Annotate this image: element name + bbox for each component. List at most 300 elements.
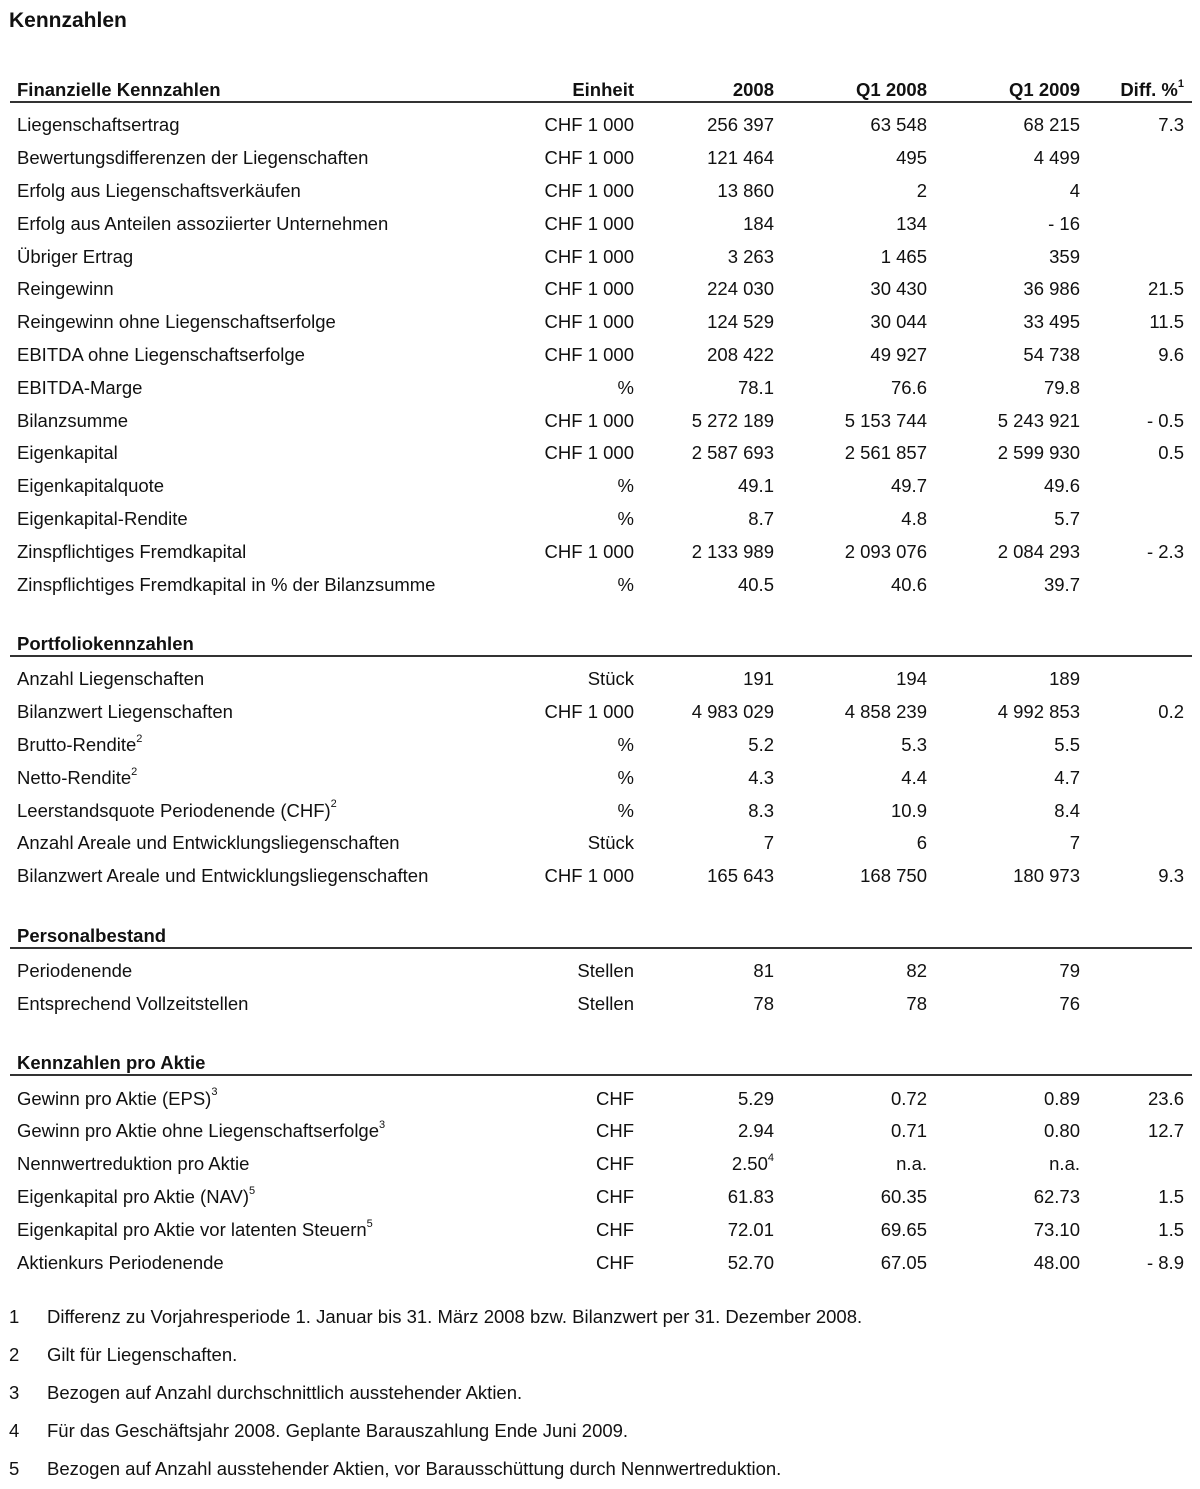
- row-unit: CHF 1 000: [544, 114, 634, 136]
- footnote-marker: 2: [136, 732, 143, 745]
- section-title: Personalbestand: [10, 912, 510, 948]
- value-diff: [1088, 371, 1192, 404]
- footnote-number: 3: [9, 1382, 20, 1403]
- value-2008: [642, 240, 782, 273]
- row-unit: CHF 1 000: [544, 245, 634, 267]
- value-q1-2009: 5.5: [1054, 733, 1080, 755]
- column-header-diff-text: Diff. %: [1120, 79, 1178, 100]
- table-row: [10, 1082, 1192, 1115]
- row-unit: %: [617, 507, 634, 529]
- value-diff: 9.3: [1158, 865, 1184, 887]
- row-label-text: Erfolg aus Liegenschaftsverkäufen: [17, 179, 301, 201]
- row-label-text: Anzahl Liegenschaften: [17, 668, 205, 690]
- value-2008-text: 4 983 029: [691, 701, 774, 723]
- footnote-text: Bezogen auf Anzahl durchschnittlich ausstehender Aktien.: [47, 1382, 523, 1403]
- value-diff: 1.5: [1158, 1185, 1184, 1207]
- value-q1-2009: 48.00: [1033, 1251, 1080, 1273]
- row-unit: CHF: [595, 1120, 634, 1142]
- value-2008-text: 224 030: [707, 278, 774, 300]
- value-2008: [642, 568, 782, 601]
- row-label: [10, 987, 510, 1020]
- section-title: Kennzahlen pro Aktie: [10, 1039, 510, 1075]
- footnote-text: Gilt für Liegenschaften.: [47, 1344, 238, 1365]
- column-header-2008: 2008: [642, 66, 782, 102]
- row-unit: %: [617, 766, 634, 788]
- value-diff: 0.5: [1158, 442, 1184, 464]
- section-header-empty: [782, 1039, 935, 1075]
- value-2008-text: 78: [753, 992, 774, 1014]
- row-label: [10, 568, 510, 601]
- value-2008-text: 8.3: [748, 799, 774, 821]
- column-header-q1-2009: Q1 2009: [935, 66, 1088, 102]
- value-q1-2008: 4.4: [901, 766, 927, 788]
- value-2008: [642, 827, 782, 860]
- section-gap: [10, 1020, 1192, 1039]
- value-2008-text: 5.2: [748, 733, 774, 755]
- section-header-empty: [782, 620, 935, 656]
- table-row: [10, 109, 1192, 142]
- value-q1-2009: 62.73: [1033, 1185, 1080, 1207]
- footnote-item: [9, 1412, 862, 1450]
- value-2008: [642, 1246, 782, 1279]
- value-q1-2008: 76.6: [890, 376, 927, 398]
- row-unit: %: [617, 573, 634, 595]
- value-q1-2008: 78: [906, 992, 927, 1014]
- row-unit: Stellen: [577, 959, 634, 981]
- row-unit: CHF: [595, 1185, 634, 1207]
- row-unit: CHF 1 000: [544, 179, 634, 201]
- row-label: [10, 503, 510, 536]
- value-q1-2008: 60.35: [880, 1185, 927, 1207]
- row-label: [10, 207, 510, 240]
- row-label: [10, 1213, 510, 1246]
- section-header-empty: [642, 1039, 782, 1075]
- section-header-empty: [1088, 912, 1192, 948]
- value-q1-2008: 2 093 076: [844, 540, 927, 562]
- value-2008: [642, 175, 782, 208]
- value-2008-text: 5.29: [737, 1087, 774, 1109]
- value-diff: [1088, 568, 1192, 601]
- value-diff: 9.6: [1158, 343, 1184, 365]
- value-q1-2008: n.a.: [896, 1153, 927, 1175]
- section-spacer-cell: [10, 656, 1192, 663]
- row-label-text: Entsprechend Vollzeitstellen: [17, 992, 249, 1014]
- value-2008-text: 72.01: [727, 1218, 774, 1240]
- footnote-item: [9, 1298, 862, 1336]
- row-label-text: Anzahl Areale und Entwicklungsliegenschaften: [17, 832, 400, 854]
- row-label-text: EBITDA ohne Liegenschaftserfolge: [17, 343, 305, 365]
- value-q1-2009: 0.89: [1043, 1087, 1080, 1109]
- row-unit: %: [617, 799, 634, 821]
- table-row: [10, 175, 1192, 208]
- section-gap: [10, 601, 1192, 620]
- footnote-text: Differenz zu Vorjahresperiode 1. Januar bis 31. März 2008 bzw. Bilanzwert per 31. Dezember 2008.: [47, 1306, 863, 1327]
- row-label-text: Bilanzsumme: [17, 409, 129, 431]
- row-label-text: Eigenkapital pro Aktie vor latenten Steuern: [17, 1218, 367, 1240]
- row-unit: CHF 1 000: [544, 409, 634, 431]
- value-q1-2008: 30 044: [870, 311, 927, 333]
- value-2008-text: 2 133 989: [691, 540, 774, 562]
- row-label: [10, 339, 510, 372]
- value-diff: [1088, 470, 1192, 503]
- row-label: [10, 729, 510, 762]
- row-label-text: Gewinn pro Aktie (EPS): [17, 1087, 212, 1109]
- table-row: [10, 371, 1192, 404]
- row-label: [10, 306, 510, 339]
- value-2008: [642, 273, 782, 306]
- value-q1-2008: 63 548: [870, 114, 927, 136]
- table-row: [10, 860, 1192, 893]
- value-2008: [642, 535, 782, 568]
- value-2008-text: 61.83: [727, 1185, 774, 1207]
- table-row: [10, 404, 1192, 437]
- value-q1-2008: 69.65: [880, 1218, 927, 1240]
- row-unit: %: [617, 475, 634, 497]
- table-row: [10, 1213, 1192, 1246]
- value-q1-2009: 39.7: [1043, 573, 1080, 595]
- row-label-text: Aktienkurs Periodenende: [17, 1251, 224, 1273]
- value-q1-2008: 0.71: [890, 1120, 927, 1142]
- value-diff: 1.5: [1158, 1218, 1184, 1240]
- table-row: [10, 1148, 1192, 1181]
- section-gap-cell: [10, 893, 1192, 912]
- page-title: Kennzahlen: [9, 9, 127, 32]
- value-q1-2009: 79.8: [1043, 376, 1080, 398]
- value-q1-2009: 359: [1049, 245, 1080, 267]
- section-header-row: [10, 912, 1192, 948]
- value-q1-2008: 2: [916, 179, 927, 201]
- value-2008: [642, 761, 782, 794]
- row-unit: CHF: [595, 1218, 634, 1240]
- row-unit: CHF 1 000: [544, 540, 634, 562]
- section-gap-cell: [10, 601, 1192, 620]
- column-header-q1-2008: Q1 2008: [782, 66, 935, 102]
- value-2008: [642, 663, 782, 696]
- section-spacer: [10, 656, 1192, 663]
- value-q1-2008: 30 430: [870, 278, 927, 300]
- kennzahlen-table-body: [10, 66, 1192, 1279]
- value-q1-2009: 5.7: [1054, 507, 1080, 529]
- value-q1-2009: 5 243 921: [997, 409, 1080, 431]
- row-unit: CHF 1 000: [544, 278, 634, 300]
- row-label-text: Bewertungsdifferenzen der Liegenschaften: [17, 147, 369, 169]
- footnote-number: 5: [9, 1458, 20, 1479]
- section-title: Portfoliokennzahlen: [10, 620, 510, 656]
- row-label: [10, 404, 510, 437]
- value-diff: [1088, 827, 1192, 860]
- footnote-item: [9, 1374, 862, 1412]
- row-label-text: Periodenende: [17, 959, 133, 981]
- footnote-item: [9, 1336, 862, 1374]
- row-unit: Stück: [587, 832, 634, 854]
- value-q1-2008: 49 927: [870, 343, 927, 365]
- table-row: [10, 437, 1192, 470]
- section-header-row: [10, 620, 1192, 656]
- row-unit: CHF: [595, 1087, 634, 1109]
- value-q1-2008: 4.8: [901, 507, 927, 529]
- row-label: [10, 1181, 510, 1214]
- footnote-item: [9, 1450, 862, 1488]
- table-row: [10, 955, 1192, 988]
- section-header-empty: [935, 912, 1088, 948]
- row-label: [10, 696, 510, 729]
- value-2008-text: 8.7: [748, 507, 774, 529]
- footnote-marker: 1: [1177, 77, 1184, 90]
- value-diff: [1088, 503, 1192, 536]
- row-label-text: EBITDA-Marge: [17, 376, 143, 398]
- value-2008-text: 121 464: [707, 147, 774, 169]
- value-q1-2008: 10.9: [890, 799, 927, 821]
- value-2008: [642, 1148, 782, 1181]
- kennzahlen-table: [10, 66, 1192, 1279]
- section-spacer-cell: [10, 1075, 1192, 1082]
- row-label-text: Eigenkapital: [17, 442, 118, 464]
- value-2008: [642, 1115, 782, 1148]
- section-spacer-cell: [10, 948, 1192, 955]
- value-q1-2008: 1 465: [880, 245, 927, 267]
- row-label: [10, 371, 510, 404]
- value-q1-2008: 0.72: [890, 1087, 927, 1109]
- value-diff: - 0.5: [1146, 409, 1184, 431]
- section-spacer: [10, 1075, 1192, 1082]
- value-q1-2009: 4.7: [1054, 766, 1080, 788]
- section-header-empty: [1088, 1039, 1192, 1075]
- value-2008: [642, 470, 782, 503]
- row-unit: CHF 1 000: [544, 343, 634, 365]
- value-diff: [1088, 175, 1192, 208]
- row-label-text: Nennwertreduktion pro Aktie: [17, 1153, 250, 1175]
- value-2008-text: 191: [743, 668, 774, 690]
- row-label: [10, 1115, 510, 1148]
- value-diff: [1088, 729, 1192, 762]
- row-label: [10, 955, 510, 988]
- row-label-text: Eigenkapitalquote: [17, 475, 165, 497]
- section-spacer: [10, 948, 1192, 955]
- table-row: [10, 306, 1192, 339]
- value-2008: [642, 794, 782, 827]
- row-unit: CHF 1 000: [544, 442, 634, 464]
- value-diff: [1088, 761, 1192, 794]
- value-q1-2009: n.a.: [1049, 1153, 1080, 1175]
- section-header-row: [10, 1039, 1192, 1075]
- value-q1-2009: 4 992 853: [997, 701, 1080, 723]
- value-q1-2009: 76: [1059, 992, 1080, 1014]
- footnote-number: 4: [9, 1420, 20, 1441]
- footnote-marker: 3: [211, 1086, 218, 1099]
- value-2008-text: 2.94: [737, 1120, 774, 1142]
- value-q1-2009: 2 599 930: [997, 442, 1080, 464]
- table-row: [10, 663, 1192, 696]
- value-q1-2008: 495: [896, 147, 927, 169]
- table-row: [10, 339, 1192, 372]
- value-q1-2009: 68 215: [1023, 114, 1080, 136]
- value-2008: [642, 696, 782, 729]
- value-2008: [642, 306, 782, 339]
- row-label-text: Übriger Ertrag: [17, 245, 134, 267]
- row-label: [10, 142, 510, 175]
- value-2008-text: 4.3: [748, 766, 774, 788]
- value-2008-text: 78.1: [737, 376, 774, 398]
- row-label-text: Liegenschaftsertrag: [17, 114, 180, 136]
- value-q1-2009: 4: [1069, 179, 1080, 201]
- table-row: [10, 794, 1192, 827]
- row-unit: Stellen: [577, 992, 634, 1014]
- section-header-empty: [782, 912, 935, 948]
- value-2008-text: 81: [753, 959, 774, 981]
- value-q1-2009: 0.80: [1043, 1120, 1080, 1142]
- section-header-empty: [510, 620, 642, 656]
- value-q1-2009: 73.10: [1033, 1218, 1080, 1240]
- value-2008: [642, 404, 782, 437]
- value-diff: 23.6: [1147, 1087, 1184, 1109]
- row-unit: %: [617, 733, 634, 755]
- value-diff: [1088, 663, 1192, 696]
- value-diff: [1088, 207, 1192, 240]
- value-2008: [642, 207, 782, 240]
- footnote-marker: 2: [330, 798, 337, 811]
- row-unit: CHF 1 000: [544, 212, 634, 234]
- value-q1-2008: 134: [896, 212, 927, 234]
- value-2008: [642, 1181, 782, 1214]
- value-q1-2008: 4 858 239: [844, 701, 927, 723]
- row-label: [10, 1246, 510, 1279]
- row-label-text: Bilanzwert Areale und Entwicklungsliegenschaften: [17, 865, 429, 887]
- value-2008: [642, 729, 782, 762]
- row-label: [10, 273, 510, 306]
- value-q1-2009: 36 986: [1023, 278, 1080, 300]
- value-q1-2008: 67.05: [880, 1251, 927, 1273]
- table-row: [10, 1115, 1192, 1148]
- value-q1-2009: 2 084 293: [997, 540, 1080, 562]
- value-2008-text: 2 587 693: [691, 442, 774, 464]
- footnote-text: Bezogen auf Anzahl ausstehender Aktien, vor Barausschüttung durch Nennwertreduktion.: [47, 1458, 782, 1479]
- value-diff: [1088, 794, 1192, 827]
- row-label: [10, 827, 510, 860]
- value-2008-text: 40.5: [737, 573, 774, 595]
- footnote-marker: 4: [767, 1151, 774, 1164]
- value-2008: [642, 1213, 782, 1246]
- section-header-row: [10, 66, 1192, 102]
- footnote-number: 1: [9, 1306, 20, 1327]
- value-2008: [642, 437, 782, 470]
- value-q1-2008: 2 561 857: [844, 442, 927, 464]
- value-2008-text: 184: [743, 212, 774, 234]
- value-diff: - 8.9: [1146, 1251, 1184, 1273]
- value-q1-2008: 5 153 744: [844, 409, 927, 431]
- value-diff: [1088, 142, 1192, 175]
- row-label-text: Eigenkapital-Rendite: [17, 507, 188, 529]
- table-row: [10, 761, 1192, 794]
- value-2008-text: 256 397: [707, 114, 774, 136]
- value-2008-text: 208 422: [707, 343, 774, 365]
- section-spacer: [10, 102, 1192, 109]
- table-row: [10, 503, 1192, 536]
- value-2008-text: 165 643: [707, 865, 774, 887]
- row-label: [10, 109, 510, 142]
- value-q1-2009: 79: [1059, 959, 1080, 981]
- value-diff: 0.2: [1158, 701, 1184, 723]
- section-gap-cell: [10, 1020, 1192, 1039]
- value-q1-2009: 8.4: [1054, 799, 1080, 821]
- value-q1-2008: 6: [916, 832, 927, 854]
- table-row: [10, 1181, 1192, 1214]
- value-2008-text: 7: [763, 832, 774, 854]
- table-row: [10, 568, 1192, 601]
- value-q1-2008: 5.3: [901, 733, 927, 755]
- table-row: [10, 273, 1192, 306]
- row-label-text: Bilanzwert Liegenschaften: [17, 701, 233, 723]
- row-label: [10, 470, 510, 503]
- value-2008-text: 52.70: [727, 1251, 774, 1273]
- row-unit: CHF 1 000: [544, 865, 634, 887]
- value-diff: 11.5: [1149, 311, 1184, 333]
- table-row: [10, 207, 1192, 240]
- row-label-text: Brutto-Rendite: [17, 733, 137, 755]
- value-diff: [1088, 987, 1192, 1020]
- row-label-text: Zinspflichtiges Fremdkapital in % der Bilanzsumme: [17, 573, 436, 595]
- table-row: [10, 142, 1192, 175]
- value-diff: - 2.3: [1146, 540, 1184, 562]
- value-q1-2008: 194: [896, 668, 927, 690]
- section-gap: [10, 893, 1192, 912]
- value-2008: [642, 987, 782, 1020]
- value-q1-2008: 168 750: [860, 865, 927, 887]
- footnote-text: Für das Geschäftsjahr 2008. Geplante Barauszahlung Ende Juni 2009.: [47, 1420, 629, 1441]
- section-title: Finanzielle Kennzahlen: [10, 66, 510, 102]
- value-2008: [642, 503, 782, 536]
- footnote-marker: 2: [131, 765, 138, 778]
- value-diff: [1088, 955, 1192, 988]
- row-label: [10, 663, 510, 696]
- row-label-text: Reingewinn ohne Liegenschaftserfolge: [17, 311, 336, 333]
- value-diff: 21.5: [1147, 278, 1184, 300]
- table-row: [10, 470, 1192, 503]
- row-label-text: Erfolg aus Anteilen assoziierter Unternehmen: [17, 212, 389, 234]
- section-header-empty: [642, 912, 782, 948]
- value-diff: [1088, 1148, 1192, 1181]
- row-label: [10, 794, 510, 827]
- table-row: [10, 535, 1192, 568]
- table-row: [10, 729, 1192, 762]
- section-header-empty: [510, 912, 642, 948]
- section-spacer-cell: [10, 102, 1192, 109]
- value-q1-2009: 7: [1069, 832, 1080, 854]
- section-header-empty: [935, 1039, 1088, 1075]
- row-label-text: Zinspflichtiges Fremdkapital: [17, 540, 247, 562]
- row-label-text: Netto-Rendite: [17, 766, 132, 788]
- row-unit: CHF 1 000: [544, 147, 634, 169]
- row-unit: CHF 1 000: [544, 701, 634, 723]
- row-label-text: Gewinn pro Aktie ohne Liegenschaftserfolge: [17, 1120, 380, 1142]
- row-label-text: Reingewinn: [17, 278, 114, 300]
- value-2008: [642, 339, 782, 372]
- row-label: [10, 1082, 510, 1115]
- table-row: [10, 987, 1192, 1020]
- value-2008-text: 124 529: [707, 311, 774, 333]
- row-unit: CHF: [595, 1153, 634, 1175]
- section-header-empty: [642, 620, 782, 656]
- value-2008-text: 49.1: [737, 475, 774, 497]
- value-q1-2009: 49.6: [1043, 475, 1080, 497]
- value-q1-2008: 40.6: [890, 573, 927, 595]
- section-header-empty: [510, 1039, 642, 1075]
- value-q1-2009: - 16: [1048, 212, 1080, 234]
- value-diff: [1088, 240, 1192, 273]
- value-q1-2009: 33 495: [1023, 311, 1080, 333]
- footnote-number: 2: [9, 1344, 20, 1365]
- value-q1-2009: 189: [1049, 668, 1080, 690]
- value-2008: [642, 109, 782, 142]
